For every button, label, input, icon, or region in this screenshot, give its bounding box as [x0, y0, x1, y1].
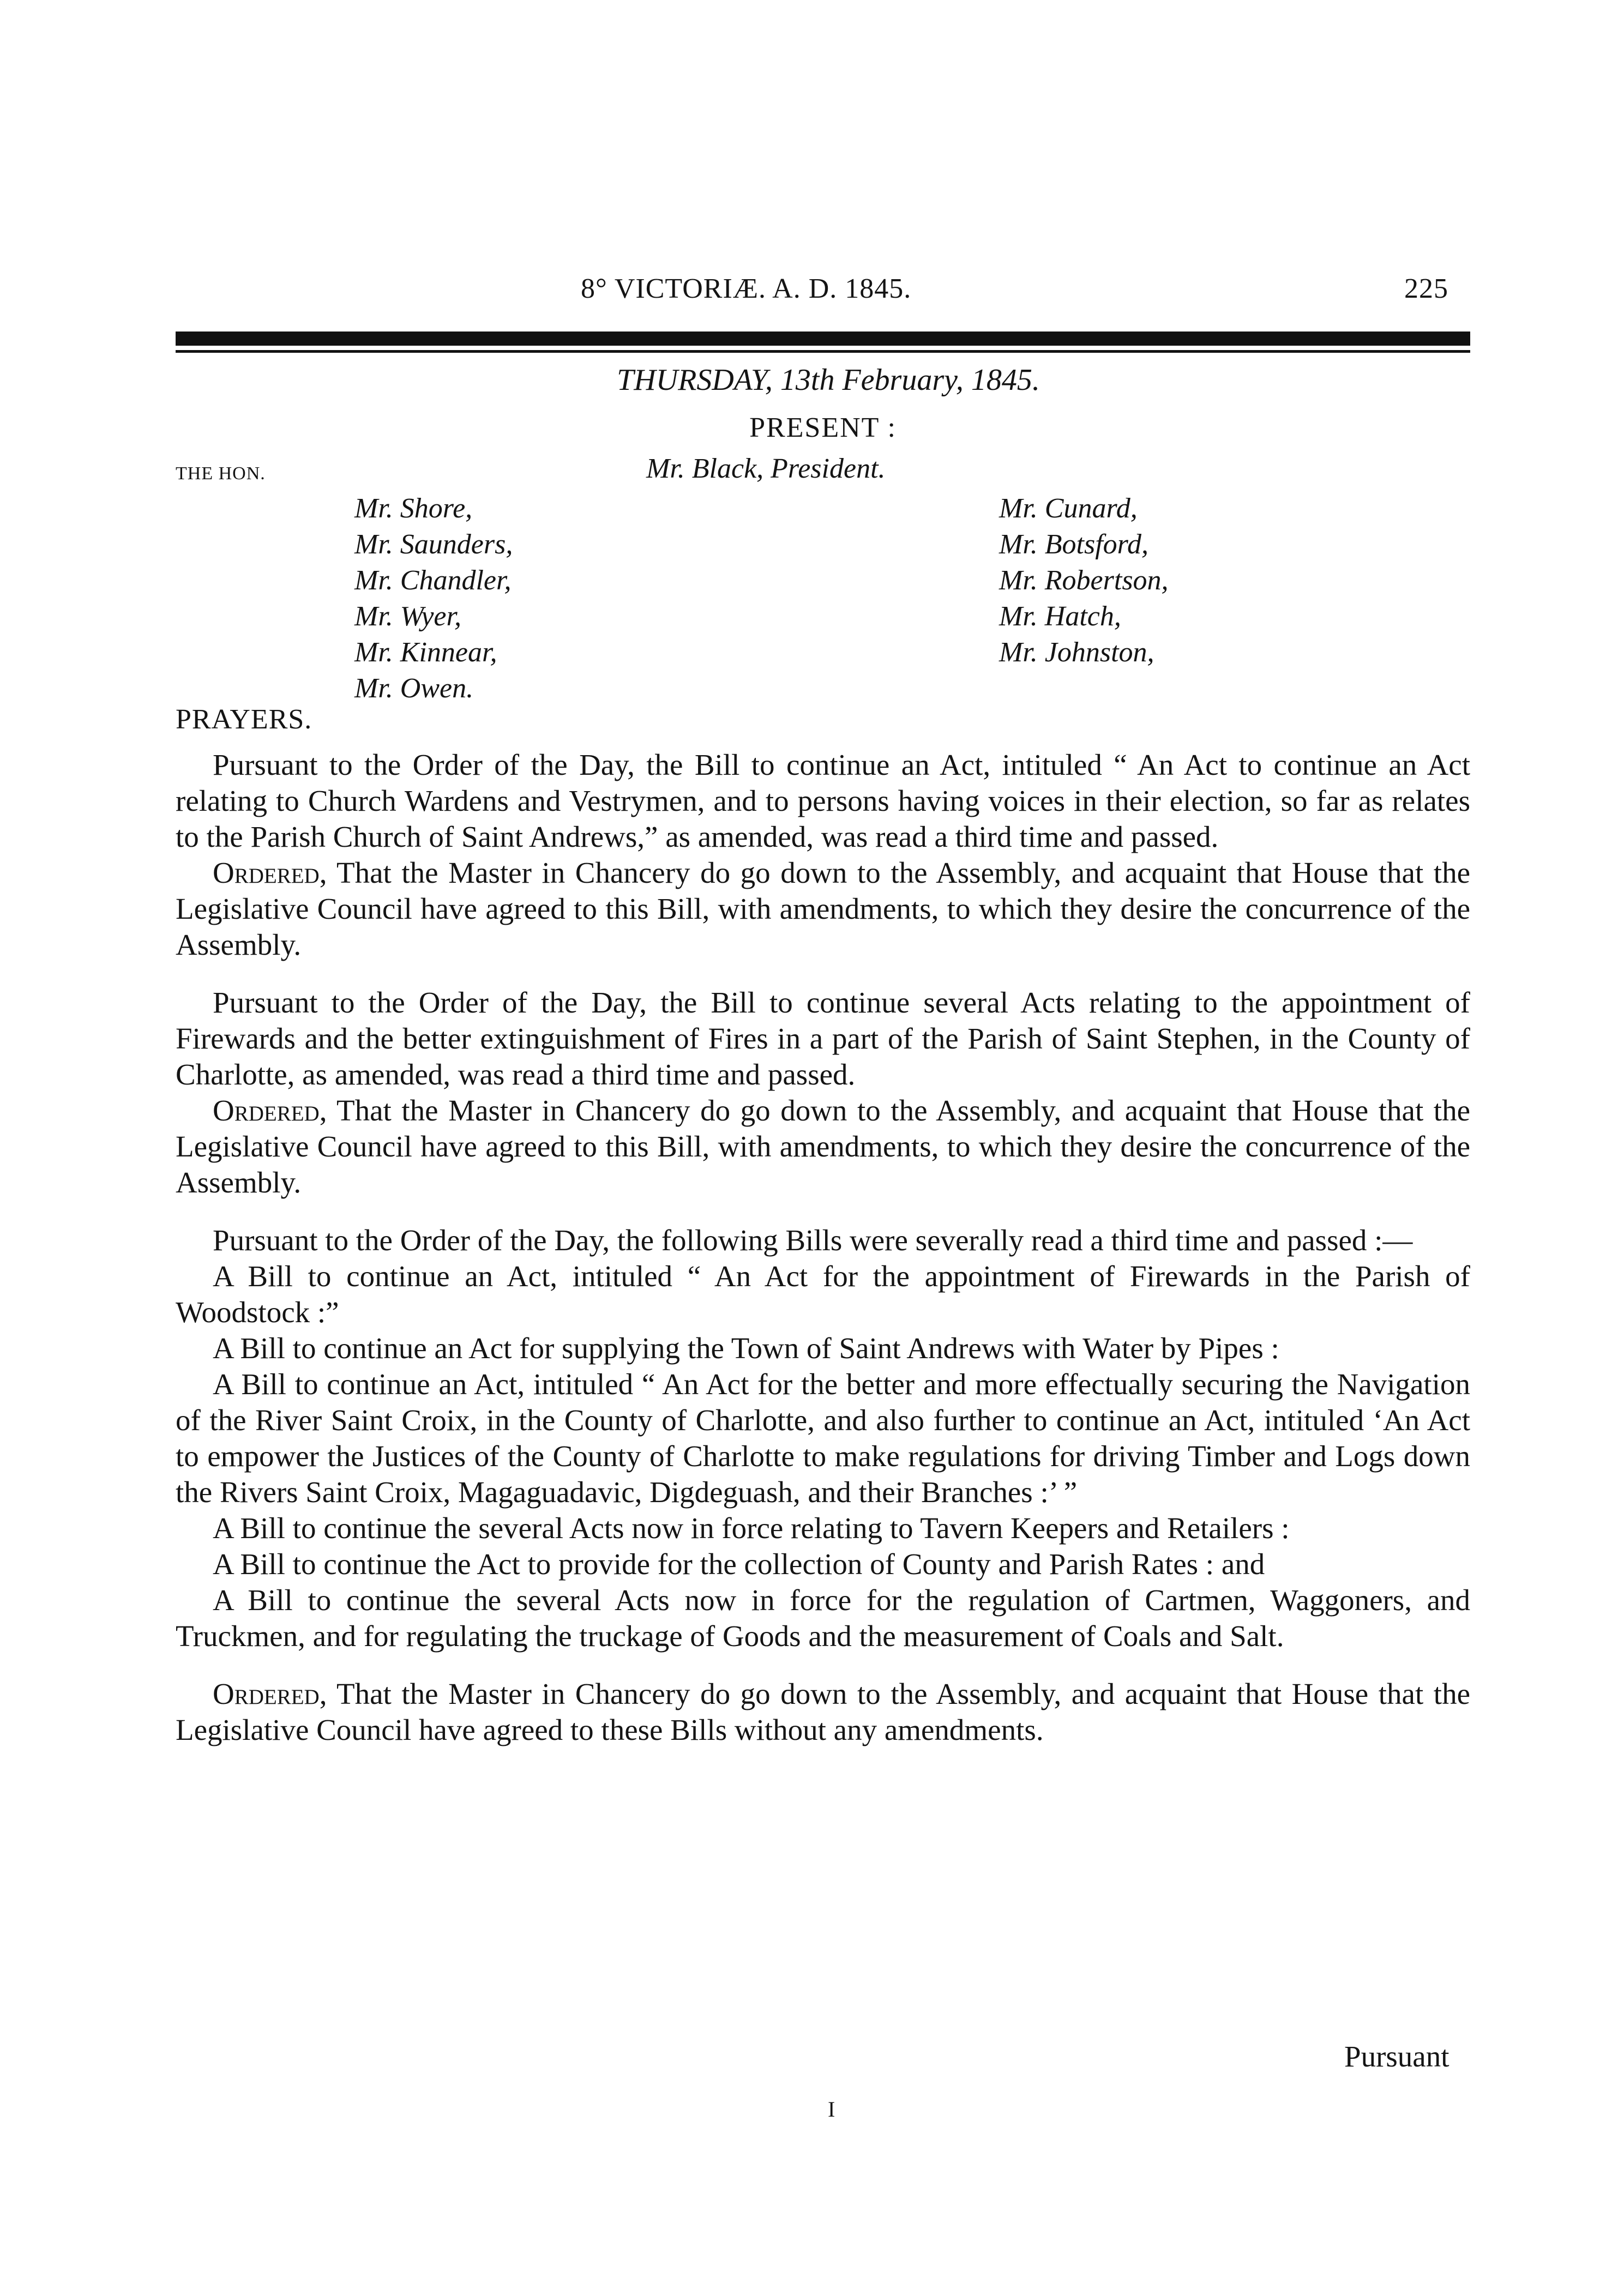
catchword: Pursuant [1344, 2040, 1449, 2073]
members-list-left [354, 491, 513, 707]
header-rule-thin [176, 350, 1470, 353]
member-name: Mr. Botsford, [999, 529, 1148, 560]
member-name: Mr. Shore, [354, 493, 473, 524]
bill-item: A Bill to continue the several Acts now in force for the regulation of Cartmen, Waggoners, and Truckmen, and for regulating the truckage of Goods and the measurement of Coals and Salt. [176, 1583, 1470, 1653]
page-number: 225 [1404, 273, 1448, 304]
paragraph: Pursuant to the Order of the Day, the Bill to continue an Act, intituled “ An Act to continue an Act relating to Church Wardens and Vestrymen, and to persons having voices in their election, so far as relates to the Parish Church of Saint Andrews,” as amended, was read a third time and passed. [176, 748, 1470, 853]
bill-item: A Bill to continue an Act, intituled “ An Act for the appointment of Firewards in the Parish of Woodstock :” [176, 1260, 1470, 1329]
bill-item: A Bill to continue the Act to provide for the collection of County and Parish Rates : and [213, 1547, 1265, 1581]
member-name: Mr. Owen. [354, 673, 474, 704]
member-name: Mr. Cunard, [999, 493, 1138, 524]
member-name: Mr. Saunders, [354, 529, 513, 560]
paragraph-text: That the Master in Chancery do go down to the Assembly, and acquaint that House that the Legislative Council have agreed to these Bills without any amendments. [176, 1677, 1470, 1746]
paragraph: Pursuant to the Order of the Day, the following Bills were severally read a third time and passed :— [213, 1224, 1413, 1257]
bill-item: A Bill to continue an Act, intituled “ An Act for the better and more effectually securing the Navigation of the River Saint Croix, in the County of Charlotte, and also further to continue an Act, intituled ‘An Act to empower the Justices of the County of Charlotte to make regulations for driving Timber and Logs down the Rivers Saint Croix, Magaguadavic, Digdeguash, and their Branches :’ ” [176, 1367, 1470, 1509]
present-heading: PRESENT : [749, 412, 897, 443]
member-name: Mr. Johnston, [999, 637, 1154, 668]
bill-item: A Bill to continue an Act for supplying the Town of Saint Andrews with Water by Pipes : [213, 1331, 1279, 1365]
paragraph [176, 1676, 1470, 1748]
header-rule-thick [176, 332, 1470, 346]
prayers-heading: PRAYERS. [176, 704, 312, 735]
paragraph-text: That the Master in Chancery do go down to the Assembly, and acquaint that House that the Legislative Council have agreed to this Bill, with amendments, to which they desire the concurrence of the Assembly. [176, 1094, 1470, 1199]
session-date: THURSDAY, 13th February, 1845. [617, 363, 1040, 397]
running-title: 8° VICTORIÆ. A. D. 1845. [581, 273, 912, 304]
bill-item: A Bill to continue the several Acts now in force relating to Tavern Keepers and Retailers : [213, 1511, 1290, 1545]
ordered-lead: Ordered, [213, 856, 327, 889]
members-list-right [999, 491, 1169, 671]
president-line: Mr. Black, President. [646, 453, 886, 484]
ordered-lead: Ordered, [213, 1094, 327, 1127]
minutes-body [176, 747, 1470, 1748]
the-hon-label: THE HON. [176, 463, 266, 484]
member-name: Mr. Kinnear, [354, 637, 497, 668]
member-name: Mr. Hatch, [999, 601, 1121, 632]
member-name: Mr. Robertson, [999, 565, 1169, 596]
member-name: Mr. Wyer, [354, 601, 461, 632]
member-name: Mr. Chandler, [354, 565, 512, 596]
paragraph [176, 1093, 1470, 1201]
paragraph [176, 855, 1470, 963]
paragraph-text: That the Master in Chancery do go down to the Assembly, and acquaint that House that the Legislative Council have agreed to this Bill, with amendments, to which they desire the concurrence of the Assembly. [176, 856, 1470, 961]
paragraph: Pursuant to the Order of the Day, the Bill to continue several Acts relating to the appointment of Firewards and the better extinguishment of Fires in a part of the Parish of Saint Stephen, in the County of Charlotte, as amended, was read a third time and passed. [176, 986, 1470, 1091]
signature-mark: I [828, 2097, 835, 2122]
ordered-lead: Ordered, [213, 1677, 327, 1710]
